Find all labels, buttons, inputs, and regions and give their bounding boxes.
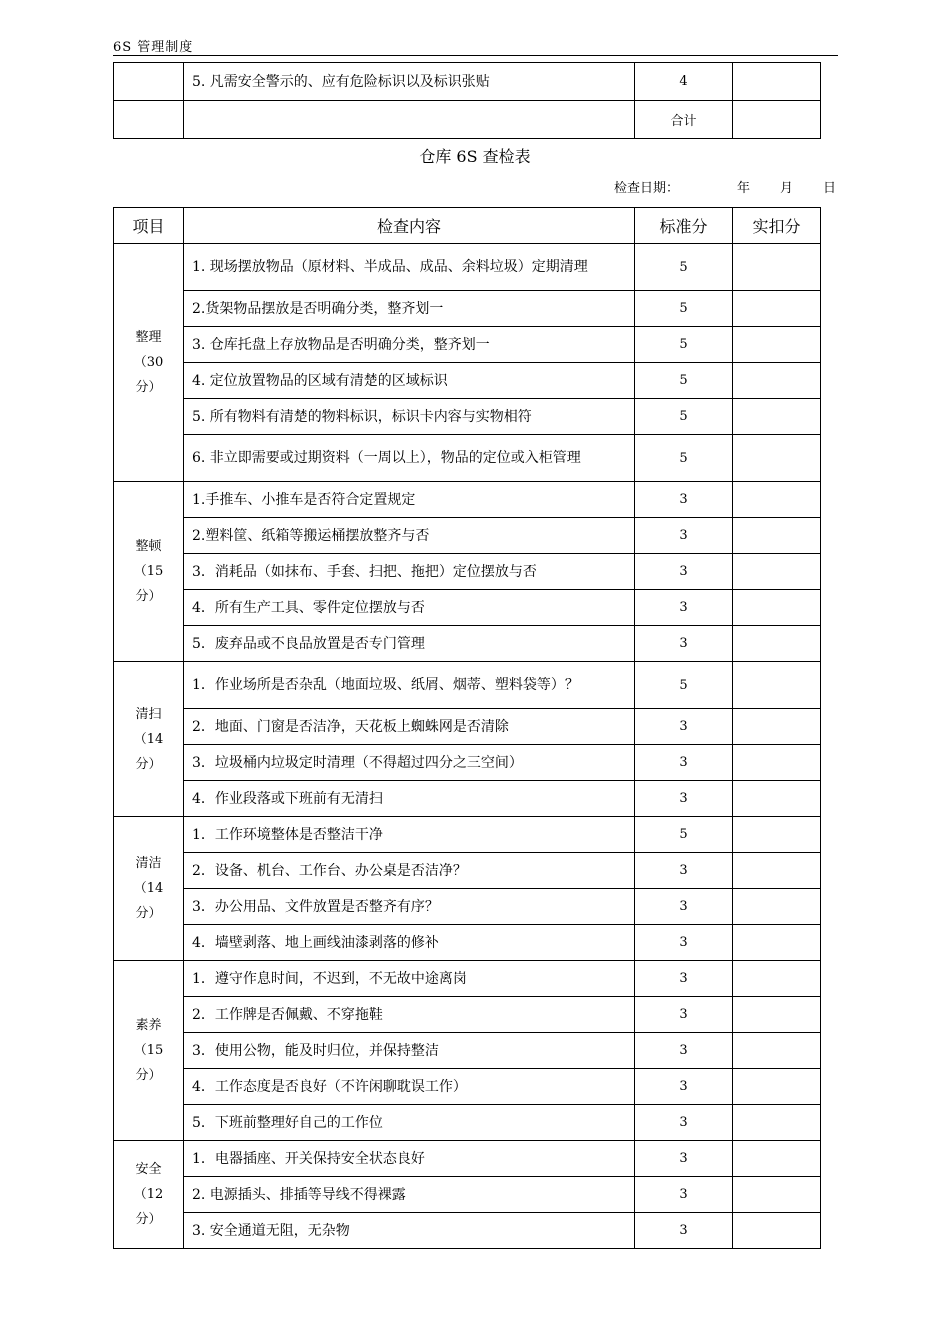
table-row bbox=[114, 626, 821, 662]
table-row bbox=[114, 1033, 821, 1069]
content-cell: 2．地面、门窗是否洁净，天花板上蜘蛛网是否清除 bbox=[184, 709, 635, 745]
content-cell: 1.手推车、小推车是否符合定置规定 bbox=[184, 482, 635, 518]
content-cell: 4．所有生产工具、零件定位摆放与否 bbox=[184, 590, 635, 626]
category-name: 整顿 bbox=[135, 539, 162, 554]
deducted-score-cell[interactable] bbox=[733, 1069, 821, 1105]
deducted-score-cell[interactable] bbox=[733, 817, 821, 853]
deducted-score-cell[interactable] bbox=[733, 889, 821, 925]
content-cell: 2．设备、机台、工作台、办公桌是否洁净？ bbox=[184, 853, 635, 889]
content-cell: 5. 凡需安全警示的、应有危险标识以及标识张贴 bbox=[184, 63, 635, 101]
deducted-score-cell[interactable] bbox=[733, 399, 821, 435]
deducted-score-cell[interactable] bbox=[733, 590, 821, 626]
content-cell: 3．消耗品（如抹布、手套、扫把、拖把）定位摆放与否 bbox=[184, 554, 635, 590]
table-row bbox=[114, 1213, 821, 1249]
standard-score-cell: 3 bbox=[635, 853, 733, 889]
content-cell: 1．工作环境整体是否整洁干净 bbox=[184, 817, 635, 853]
table-row bbox=[114, 554, 821, 590]
deducted-score-cell[interactable] bbox=[733, 291, 821, 327]
table-row bbox=[114, 853, 821, 889]
standard-score-cell: 5 bbox=[635, 435, 733, 482]
standard-score-cell: 3 bbox=[635, 518, 733, 554]
date-month: 月 bbox=[780, 181, 794, 196]
standard-score-cell: 4 bbox=[635, 63, 733, 101]
table-row bbox=[114, 817, 821, 853]
table-row bbox=[114, 244, 821, 291]
standard-score-cell: 5 bbox=[635, 291, 733, 327]
content-cell: 6. 非立即需要或过期资料（一周以上），物品的定位或入柜管理 bbox=[184, 435, 635, 482]
table-row bbox=[114, 63, 821, 101]
table-row bbox=[114, 889, 821, 925]
category-cell bbox=[114, 482, 184, 662]
standard-score-cell: 3 bbox=[635, 997, 733, 1033]
category-name: 安全 bbox=[135, 1162, 162, 1177]
category-name: 素养 bbox=[135, 1018, 162, 1033]
standard-score-cell: 3 bbox=[635, 1069, 733, 1105]
category-cell bbox=[114, 961, 184, 1141]
content-cell: 2.塑料筐、纸箱等搬运桶摆放整齐与否 bbox=[184, 518, 635, 554]
content-cell: 2. 电源插头、排插等导线不得裸露 bbox=[184, 1177, 635, 1213]
content-cell: 4．墙壁剥落、地上画线油漆剥落的修补 bbox=[184, 925, 635, 961]
category-score: 分） bbox=[135, 1212, 162, 1227]
content-cell: 4. 定位放置物品的区域有清楚的区域标识 bbox=[184, 363, 635, 399]
category-score: （30 bbox=[133, 355, 164, 370]
category-name: 清洁 bbox=[135, 856, 162, 871]
deducted-score-cell[interactable] bbox=[733, 1141, 821, 1177]
date-year: 年 bbox=[737, 181, 751, 196]
table-row bbox=[114, 291, 821, 327]
category-cell bbox=[114, 1141, 184, 1249]
content-cell: 2．工作牌是否佩戴、不穿拖鞋 bbox=[184, 997, 635, 1033]
standard-score-cell: 3 bbox=[635, 961, 733, 997]
table-row bbox=[114, 590, 821, 626]
category-cell bbox=[114, 662, 184, 817]
standard-score-cell: 3 bbox=[635, 1213, 733, 1249]
standard-score-cell: 3 bbox=[635, 745, 733, 781]
table-row bbox=[114, 961, 821, 997]
deducted-score-cell[interactable] bbox=[733, 626, 821, 662]
deducted-score-cell[interactable] bbox=[733, 925, 821, 961]
content-cell: 1．电器插座、开关保持安全状态良好 bbox=[184, 1141, 635, 1177]
category-name: 清扫 bbox=[135, 706, 162, 722]
table-row bbox=[114, 1069, 821, 1105]
content-cell: 5．废弃品或不良品放置是否专门管理 bbox=[184, 626, 635, 662]
deducted-score-cell[interactable] bbox=[733, 435, 821, 482]
inspection-table bbox=[113, 207, 821, 1249]
content-cell: 1．作业场所是否杂乱（地面垃圾、纸屑、烟蒂、塑料袋等）？ bbox=[184, 662, 635, 709]
table-row bbox=[114, 399, 821, 435]
standard-score-cell: 5 bbox=[635, 662, 733, 709]
content-cell: 3．垃圾桶内垃圾定时清理（不得超过四分之三空间） bbox=[184, 745, 635, 781]
table-row bbox=[114, 1105, 821, 1141]
table-row bbox=[114, 1177, 821, 1213]
standard-score-cell: 5 bbox=[635, 244, 733, 291]
table-row bbox=[114, 1141, 821, 1177]
deducted-score-cell[interactable] bbox=[733, 1105, 821, 1141]
content-cell: 1．遵守作息时间，不迟到，不无故中途离岗 bbox=[184, 961, 635, 997]
category-score: 分） bbox=[135, 589, 162, 604]
deducted-score-cell[interactable] bbox=[733, 482, 821, 518]
standard-score-cell: 3 bbox=[635, 1141, 733, 1177]
content-cell: 4．工作态度是否良好（不许闲聊耽误工作） bbox=[184, 1069, 635, 1105]
content-cell: 3．办公用品、文件放置是否整齐有序？ bbox=[184, 889, 635, 925]
deducted-score-cell[interactable] bbox=[733, 709, 821, 745]
table-row bbox=[114, 518, 821, 554]
deducted-score-cell[interactable] bbox=[733, 997, 821, 1033]
table-row bbox=[114, 781, 821, 817]
standard-score-cell: 3 bbox=[635, 781, 733, 817]
table-row bbox=[114, 709, 821, 745]
deducted-score-cell[interactable] bbox=[733, 745, 821, 781]
total-label: 合计 bbox=[635, 101, 733, 139]
deducted-score-cell[interactable] bbox=[733, 1033, 821, 1069]
category-score: （14 bbox=[133, 881, 164, 896]
column-header-deducted: 实扣分 bbox=[733, 208, 821, 244]
category-name: 整理 bbox=[135, 330, 162, 345]
item-cell bbox=[114, 63, 184, 101]
category-score: 分） bbox=[135, 380, 162, 395]
content-cell: 3. 安全通道无阻，无杂物 bbox=[184, 1213, 635, 1249]
table-row bbox=[114, 925, 821, 961]
deducted-score-cell[interactable] bbox=[733, 518, 821, 554]
table-row bbox=[114, 327, 821, 363]
table-row bbox=[114, 662, 821, 709]
standard-score-cell: 3 bbox=[635, 925, 733, 961]
content-cell: 2.货架物品摆放是否明确分类，整齐划一 bbox=[184, 291, 635, 327]
category-score: （15 bbox=[133, 1043, 164, 1058]
content-cell: 5．下班前整理好自己的工作位 bbox=[184, 1105, 635, 1141]
top-table bbox=[113, 62, 821, 139]
page-title: 仓库 6S 查检表 bbox=[419, 147, 531, 166]
deducted-score-cell[interactable] bbox=[733, 853, 821, 889]
inspection-date bbox=[614, 177, 836, 196]
table-header-row bbox=[114, 208, 821, 244]
item-cell bbox=[114, 101, 184, 139]
deducted-score-cell[interactable] bbox=[733, 1213, 821, 1249]
content-cell: 1. 现场摆放物品（原材料、半成品、成品、余料垃圾）定期清理 bbox=[184, 244, 635, 291]
standard-score-cell: 5 bbox=[635, 817, 733, 853]
table-row bbox=[114, 435, 821, 482]
category-score: （15 bbox=[133, 564, 164, 579]
category-cell bbox=[114, 244, 184, 482]
standard-score-cell: 5 bbox=[635, 363, 733, 399]
table-row bbox=[114, 363, 821, 399]
category-score: （12 bbox=[133, 1187, 164, 1202]
category-score: 分） bbox=[135, 756, 162, 772]
total-row bbox=[114, 101, 821, 139]
standard-score-cell: 3 bbox=[635, 1105, 733, 1141]
deducted-score-cell[interactable] bbox=[733, 961, 821, 997]
deducted-score-cell[interactable] bbox=[733, 662, 821, 709]
standard-score-cell: 3 bbox=[635, 1033, 733, 1069]
document-header: 6S 管理制度 bbox=[113, 40, 194, 55]
standard-score-cell: 5 bbox=[635, 399, 733, 435]
deducted-score-cell[interactable] bbox=[733, 554, 821, 590]
content-cell: 4．作业段落或下班前有无清扫 bbox=[184, 781, 635, 817]
category-cell bbox=[114, 817, 184, 961]
category-score: 分） bbox=[135, 1068, 162, 1083]
date-day: 日 bbox=[823, 181, 837, 196]
standard-score-cell: 3 bbox=[635, 626, 733, 662]
content-cell bbox=[184, 101, 635, 139]
standard-score-cell: 3 bbox=[635, 709, 733, 745]
content-cell: 3．使用公物，能及时归位，并保持整洁 bbox=[184, 1033, 635, 1069]
deducted-score-cell[interactable] bbox=[733, 244, 821, 291]
deducted-score-cell[interactable] bbox=[733, 781, 821, 817]
total-deducted-cell[interactable] bbox=[733, 101, 821, 139]
content-cell: 3. 仓库托盘上存放物品是否明确分类，整齐划一 bbox=[184, 327, 635, 363]
standard-score-cell: 3 bbox=[635, 1177, 733, 1213]
deducted-score-cell[interactable] bbox=[733, 327, 821, 363]
deducted-score-cell[interactable] bbox=[733, 363, 821, 399]
column-header-content: 检查内容 bbox=[184, 208, 635, 244]
standard-score-cell: 3 bbox=[635, 889, 733, 925]
category-score: 分） bbox=[135, 906, 162, 921]
column-header-standard: 标准分 bbox=[635, 208, 733, 244]
standard-score-cell: 5 bbox=[635, 327, 733, 363]
category-score: （14 bbox=[133, 731, 164, 747]
deducted-score-cell[interactable] bbox=[733, 63, 821, 101]
table-row bbox=[114, 482, 821, 518]
content-cell: 5. 所有物料有清楚的物料标识，标识卡内容与实物相符 bbox=[184, 399, 635, 435]
standard-score-cell: 3 bbox=[635, 554, 733, 590]
date-label: 检查日期： bbox=[614, 181, 680, 196]
deducted-score-cell[interactable] bbox=[733, 1177, 821, 1213]
header-rule bbox=[113, 55, 838, 56]
standard-score-cell: 3 bbox=[635, 590, 733, 626]
table-row bbox=[114, 997, 821, 1033]
standard-score-cell: 3 bbox=[635, 482, 733, 518]
column-header-item: 项目 bbox=[114, 208, 184, 244]
table-row bbox=[114, 745, 821, 781]
